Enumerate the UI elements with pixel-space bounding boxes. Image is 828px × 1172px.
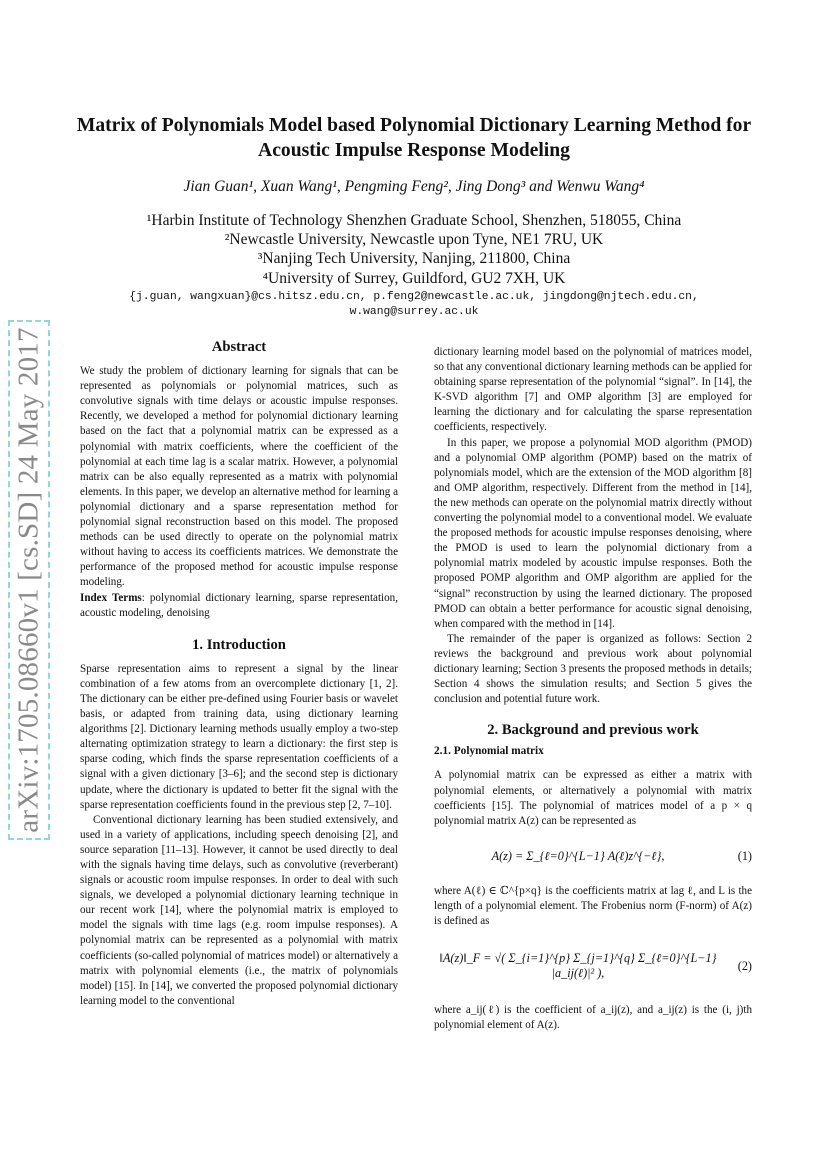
- affiliation-4: ⁴University of Surrey, Guildford, GU2 7XH, UK: [262, 269, 566, 287]
- index-terms-label: Index Terms: [80, 591, 142, 604]
- equation-1-body: A(z) = Σ_{ℓ=0}^{L−1} A(ℓ)z^{−ℓ},: [491, 848, 665, 863]
- abstract-text: We study the problem of dictionary learning for signals that can be represented as polynomials or polynomial matrices, such as convolutive signals with time delays or acoustic impulse responses. Recently, we developed a method for polynomial dictionary learning based on the fact that a polynomial matrix can be expressed as a polynomial with matrix coefficients, where the coefficient of the polynomial at each time lag is a scalar matrix. However, a polynomial matrix can be also equally represented as a matrix with polynomial elements. In this paper, we develop an alternative method for learning a polynomial dictionary and a sparse representation method for polynomial signal reconstruction based on this model. The proposed methods can be used directly to operate on the polynomial matrix without having to access its coefficients matrices. We demonstrate the performance of the proposed method for acoustic impulse response modeling.: [80, 365, 398, 589]
- abstract-heading: Abstract: [211, 339, 267, 355]
- arxiv-stamp-text: arXiv:1705.08660v1 [cs.SD] 24 May 2017: [12, 327, 45, 833]
- paper-title: Matrix of Polynomials Model based Polynomial Dictionary Learning Method for Acoustic Impulse Response Modeling: [76, 115, 752, 161]
- background-heading: 2. Background and previous work: [487, 722, 699, 739]
- equation-2: [434, 951, 752, 981]
- equation-2-body: ‖A(z)‖_F = √( Σ_{i=1}^{p} Σ_{j=1}^{q} Σ_{ℓ=0}^{L−1} |a_ij(ℓ)|² ),: [439, 951, 717, 981]
- index-terms-text: : polynomial dictionary learning, sparse representation, acoustic modeling, denoising: [80, 591, 398, 619]
- background-paragraph-3: where a_ij(ℓ) is the coefficient of a_ij(z), and a_ij(z) is the (i, j)th polynomial element of A(z).: [434, 1004, 752, 1032]
- equation-2-number: (2): [737, 958, 752, 973]
- email-line-2: w.wang@surrey.ac.uk: [349, 306, 479, 318]
- index-terms: [80, 591, 398, 621]
- background-paragraph-1: A polynomial matrix can be expressed as either a matrix with polynomial elements, or alternatively a polynomial with matrix coefficients [15]. The polynomial of matrices model of a p × q polynomial matrix A(z) can be represented as: [434, 769, 752, 827]
- right-paragraph-3: The remainder of the paper is organized as follows: Section 2 reviews the background and previous work about polynomial dictionary learning; Section 3 presents the proposed methods in details; Section 4 shows the simulation results; and Section 5 gives the conclusion and potential future work.: [434, 632, 752, 706]
- affiliation-2: ²Newcastle University, Newcastle upon Tyne, NE1 7RU, UK: [224, 231, 604, 249]
- equation-1: [434, 849, 752, 864]
- author-emails: [60, 290, 768, 320]
- affiliation-1: ¹Harbin Institute of Technology Shenzhen Graduate School, Shenzhen, 518055, China: [146, 212, 682, 229]
- intro-paragraph-2: Conventional dictionary learning has been studied extensively, and used in a variety of applications, including speech denoising [2], and source separation [11–13]. However, it cannot be used directly to deal with the signals having time delays, such as convolutive (reverberant) signals or acoustic room impulse responses. In order to deal with such signals, we developed a polynomial dictionary learning technique in our recent work [14], where the polynomial matrix is employed to model the signals with time lags (e.g. room impulse responses). A polynomial matrix can be represented as a polynomial with matrix coefficients (so-called polynomial of matrices model) or alternatively a matrix with polynomial elements (i.e., the matrix of polynomials model) [15]. In [14], we converted the proposed polynomial dictionary learning model to the conventional: [80, 813, 398, 1007]
- background-paragraph-2: where A(ℓ) ∈ ℂ^{p×q} is the coefficients matrix at lag ℓ, and L is the length of a polynomial element. The Frobenius norm (F-norm) of A(z) is defined as: [434, 884, 752, 928]
- right-paragraph-1: dictionary learning model based on the polynomial of matrices model, so that any conventional dictionary learning methods can be applied for obtaining sparse representation of the polynomial “signal”. In [14], the K-SVD algorithm [7] and OMP algorithm [3] are employed for learning the dictionary and for calculating the sparse representation coefficients, respectively.: [434, 346, 752, 434]
- right-paragraph-2: In this paper, we propose a polynomial MOD algorithm (PMOD) and a polynomial OMP algorithm (POMP) based on the matrix of polynomials model, which are the extension of the MOD algorithm [8] and OMP algorithm, respectively. Different from the method in [14], the new methods can operate on the polynomial matrix directly without converting the polynomial model to a conventional model. We evaluate the proposed methods for acoustic impulse responses denoising, where the PMOD is used to learn the polynomial dictionary from a polynomial matrix modeled by acoustic impulse responses. Both the proposed POMP algorithm and OMP algorithm are applied for the “signal” reconstruction by using the learned dictionary. The proposed PMOD can obtain a better performance for acoustic signal denoising, when compared with the method in [14].: [434, 436, 752, 630]
- affiliations: [60, 211, 768, 288]
- intro-heading: 1. Introduction: [192, 636, 286, 653]
- left-column: [80, 340, 398, 1009]
- polynomial-matrix-subheading: 2.1. Polynomial matrix: [434, 745, 544, 758]
- author-list: Jian Guan¹, Xuan Wang¹, Pengming Feng², Jing Dong³ and Wenwu Wang⁴: [183, 178, 645, 195]
- affiliation-3: ³Nanjing Tech University, Nanjing, 211800, China: [257, 250, 571, 268]
- equation-1-number: (1): [737, 848, 752, 863]
- arxiv-stamp: [8, 320, 50, 840]
- email-line-1: {j.guan, wangxuan}@cs.hitsz.edu.cn, p.feng2@newcastle.ac.uk, jingdong@njtech.edu.cn,: [129, 291, 699, 303]
- intro-paragraph-1: Sparse representation aims to represent a signal by the linear combination of a few atoms from an overcomplete dictionary [1, 2]. The dictionary can be either pre-defined using Fourier basis or wavelet basis, or adapted from training data, using dictionary learning algorithms [2]. Dictionary learning methods usually employ a two-step alternating optimization strategy to learn a dictionary: the first step is sparse coding, which finds the sparse representation coefficients of a signal with a given dictionary [3–6]; and the second step is dictionary update, where the dictionary is updated to better fit the signal with the sparse representation coefficients found in the previous step [2, 7–10].: [80, 662, 398, 811]
- right-column: [434, 345, 752, 1034]
